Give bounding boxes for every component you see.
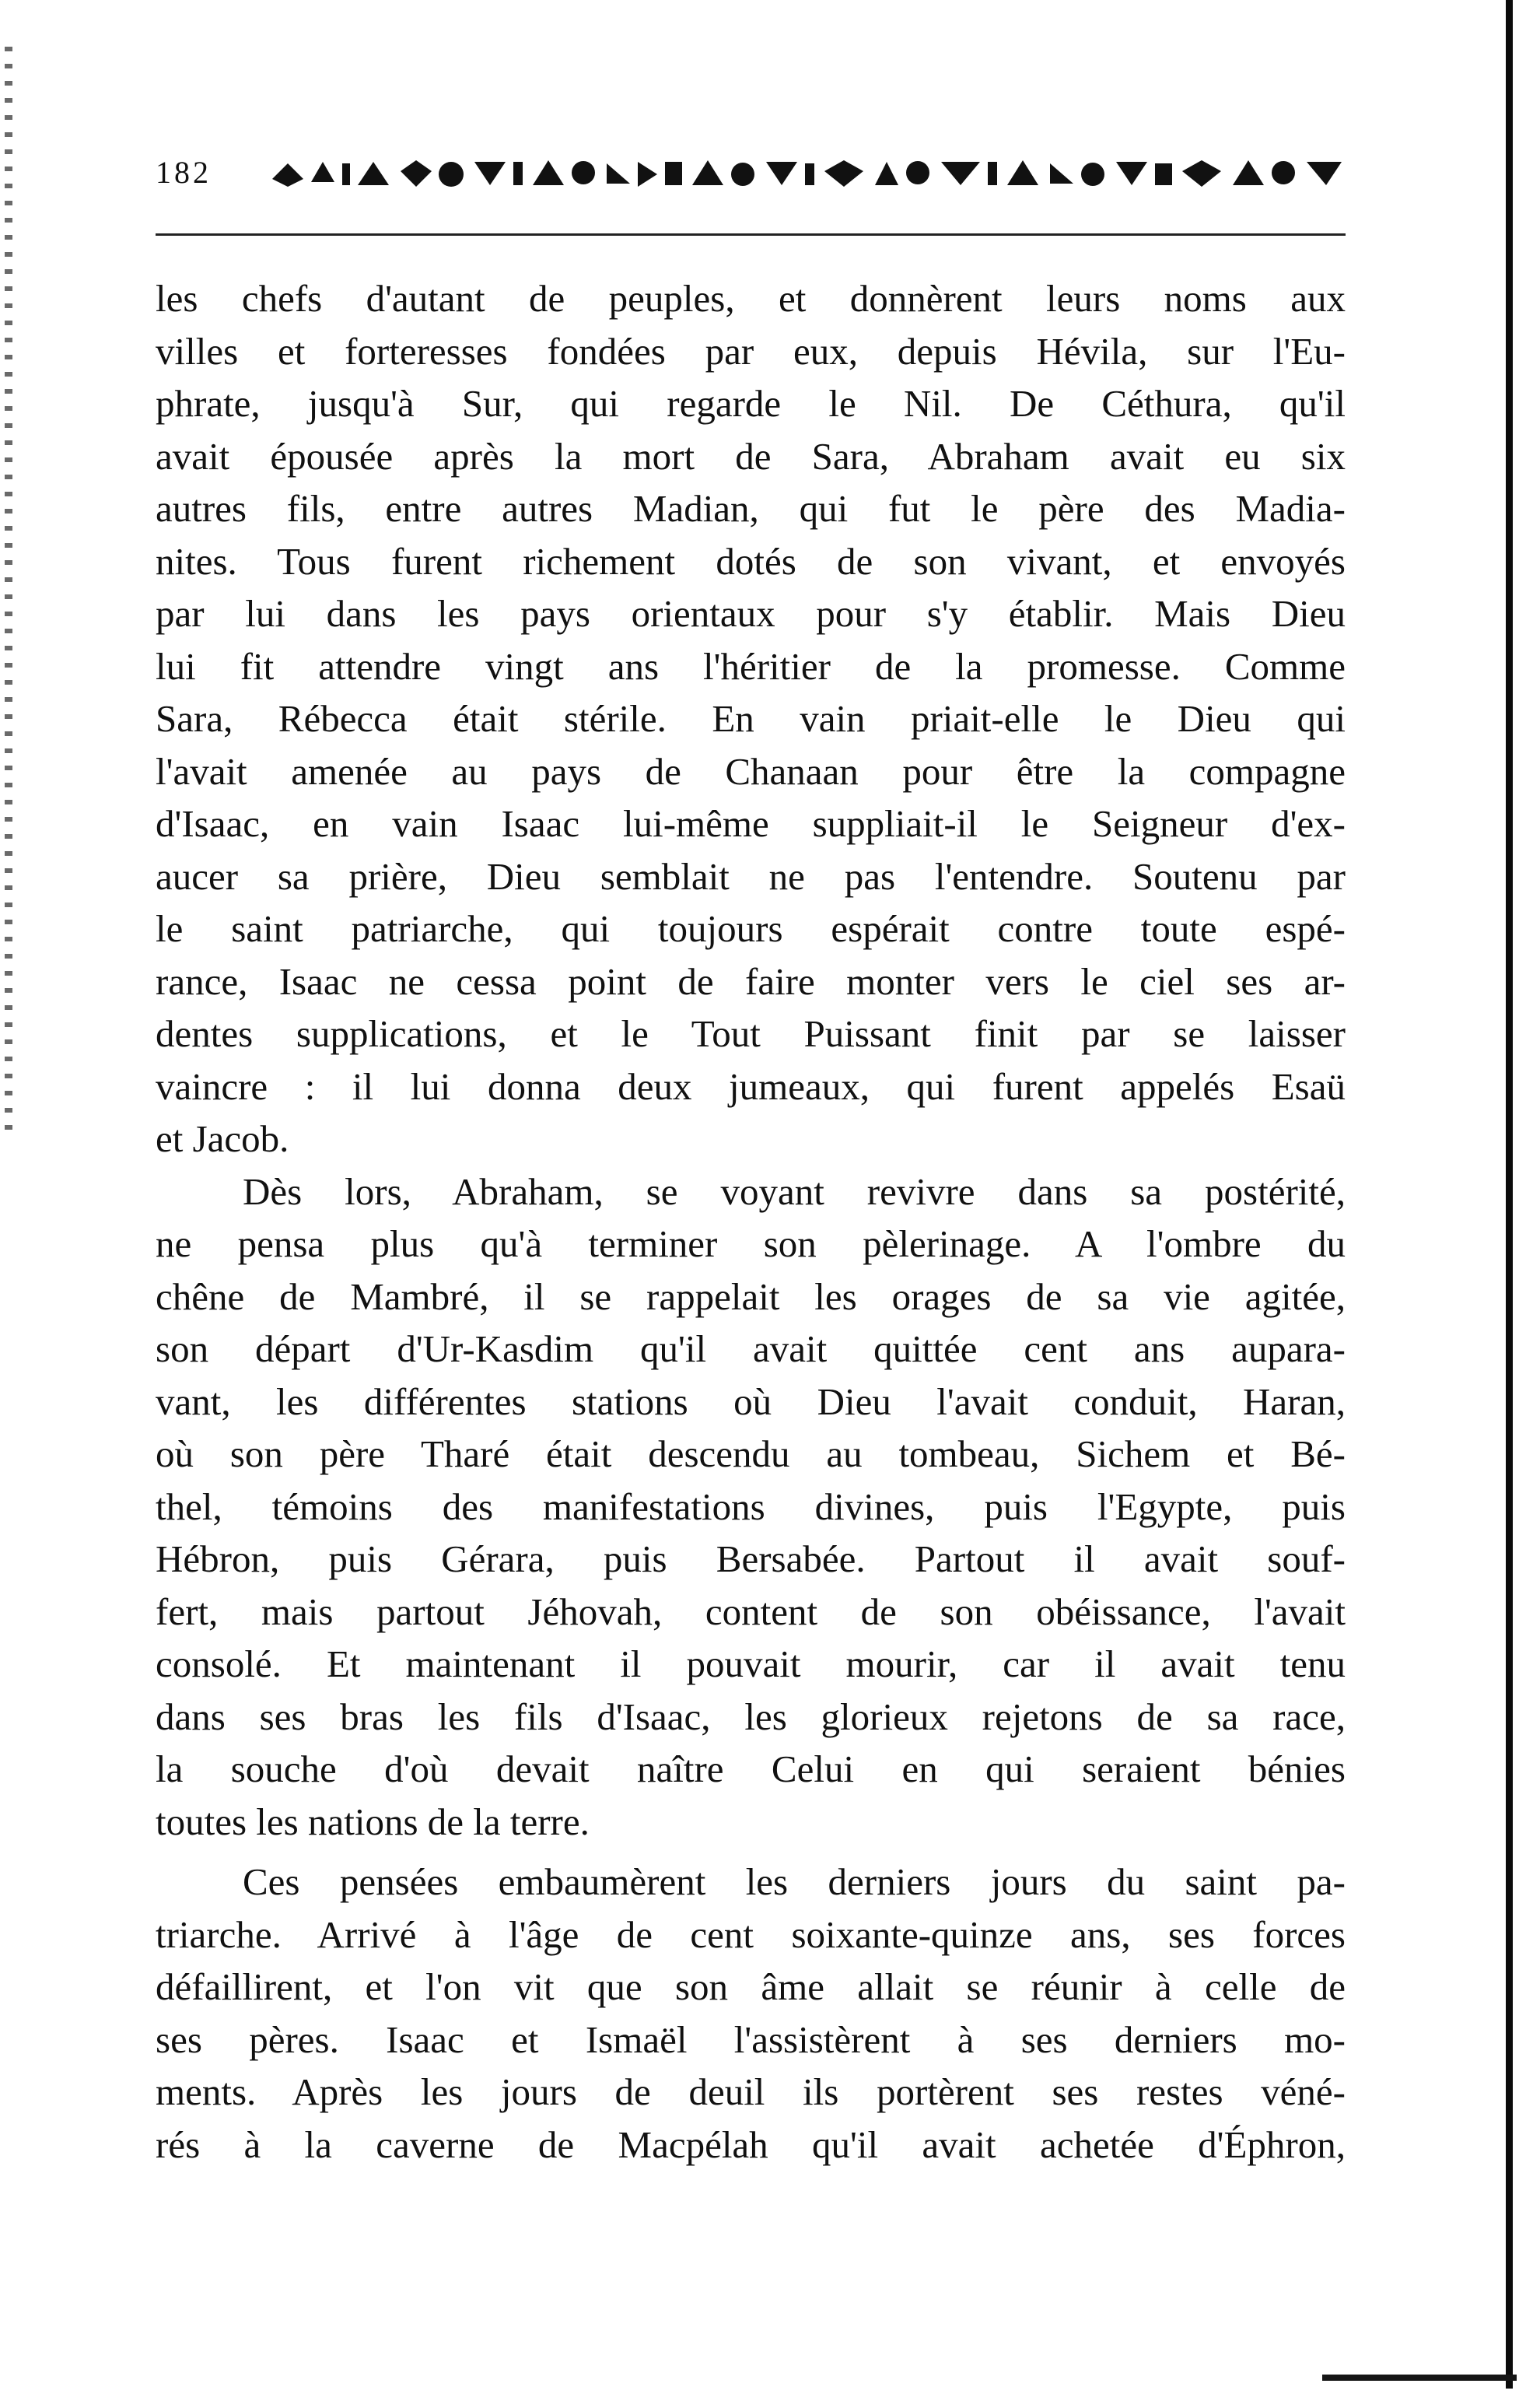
text-line: villes et forteresses fondées par eux, depuis Hévila, sur l'Eu- (156, 329, 1346, 373)
text-line: phrate, jusqu'à Sur, qui regarde le Nil. De Céthura, qu'il (156, 382, 1346, 425)
text-line: fert, mais partout Jéhovah, content de son obéissance, l'avait (156, 1590, 1346, 1633)
text-line: ne pensa plus qu'à terminer son pèlerinage. A l'ombre du (156, 1222, 1346, 1265)
text-line: Sara, Rébecca était stérile. En vain priait-elle le Dieu qui (156, 697, 1346, 740)
text-line: thel, témoins des manifestations divines, puis l'Egypte, puis (156, 1484, 1346, 1528)
text-line: l'avait amenée au pays de Chanaan pour être la compagne (156, 749, 1346, 793)
scan-right-edge (1506, 0, 1513, 2389)
text-line: vaincre : il lui donna deux jumeaux, qui furent appelés Esaü (156, 1064, 1346, 1108)
text-line: chêne de Mambré, il se rappelait les orages de sa vie agitée, (156, 1274, 1346, 1318)
text-line: vant, les différentes stations où Dieu l'avait conduit, Haran, (156, 1379, 1346, 1423)
text-line: Hébron, puis Gérara, puis Bersabée. Partout il avait souf- (156, 1537, 1346, 1580)
text-line: dentes supplications, et le Tout Puissant finit par se laisser (156, 1012, 1346, 1055)
text-line: lui fit attendre vingt ans l'héritier de la promesse. Comme (156, 644, 1346, 688)
text-line: où son père Tharé était descendu au tombeau, Sichem et Bé- (156, 1432, 1346, 1475)
text-line: la souche d'où devait naître Celui en qui seraient bénies (156, 1747, 1346, 1790)
text-line: Ces pensées embaumèrent les derniers jours du saint pa- (243, 1860, 1346, 1903)
text-line: triarche. Arrivé à l'âge de cent soixante-quinze ans, ses forces (156, 1912, 1346, 1956)
text-line: avait épousée après la mort de Sara, Abraham avait eu six (156, 434, 1346, 478)
text-line: dans ses bras les fils d'Isaac, les glorieux rejetons de sa race, (156, 1695, 1346, 1738)
text-line: nites. Tous furent richement dotés de son vivant, et envoyés (156, 539, 1346, 583)
text-line: son départ d'Ur-Kasdim qu'il avait quittée cent ans aupara- (156, 1327, 1346, 1370)
running-head (156, 154, 1346, 201)
text-line: ments. Après les jours de deuil ils portèrent ses restes véné- (156, 2070, 1346, 2113)
scan-bottom-edge (1322, 2375, 1517, 2381)
ornamental-running-title (264, 156, 1346, 190)
text-line: toutes les nations de la terre. (156, 1800, 590, 1843)
scan-left-edge (5, 47, 12, 1136)
text-line: consolé. Et maintenant il pouvait mourir, car il avait tenu (156, 1642, 1346, 1685)
text-line: défaillirent, et l'on vit que son âme allait se réunir à celle de (156, 1965, 1346, 2008)
body-text (156, 272, 1346, 2171)
text-line: autres fils, entre autres Madian, qui fut le père des Madia- (156, 487, 1346, 530)
header-rule (156, 233, 1346, 236)
text-line: rés à la caverne de Macpélah qu'il avait achetée d'Éphron, (156, 2122, 1346, 2166)
text-line: et Jacob. (156, 1117, 289, 1160)
page-number: 182 (156, 155, 212, 190)
text-line: le saint patriarche, qui toujours espérait contre toute espé- (156, 907, 1346, 950)
text-line: Dès lors, Abraham, se voyant revivre dans sa postérité, (243, 1169, 1346, 1213)
text-line: les chefs d'autant de peuples, et donnèrent leurs noms aux (156, 277, 1346, 320)
text-line: par lui dans les pays orientaux pour s'y établir. Mais Dieu (156, 592, 1346, 635)
text-line: d'Isaac, en vain Isaac lui-même suppliait-il le Seigneur d'ex- (156, 802, 1346, 845)
text-line: aucer sa prière, Dieu semblait ne pas l'entendre. Soutenu par (156, 854, 1346, 898)
text-line: rance, Isaac ne cessa point de faire monter vers le ciel ses ar- (156, 959, 1346, 1003)
text-line: ses pères. Isaac et Ismaël l'assistèrent à ses derniers mo- (156, 2017, 1346, 2061)
